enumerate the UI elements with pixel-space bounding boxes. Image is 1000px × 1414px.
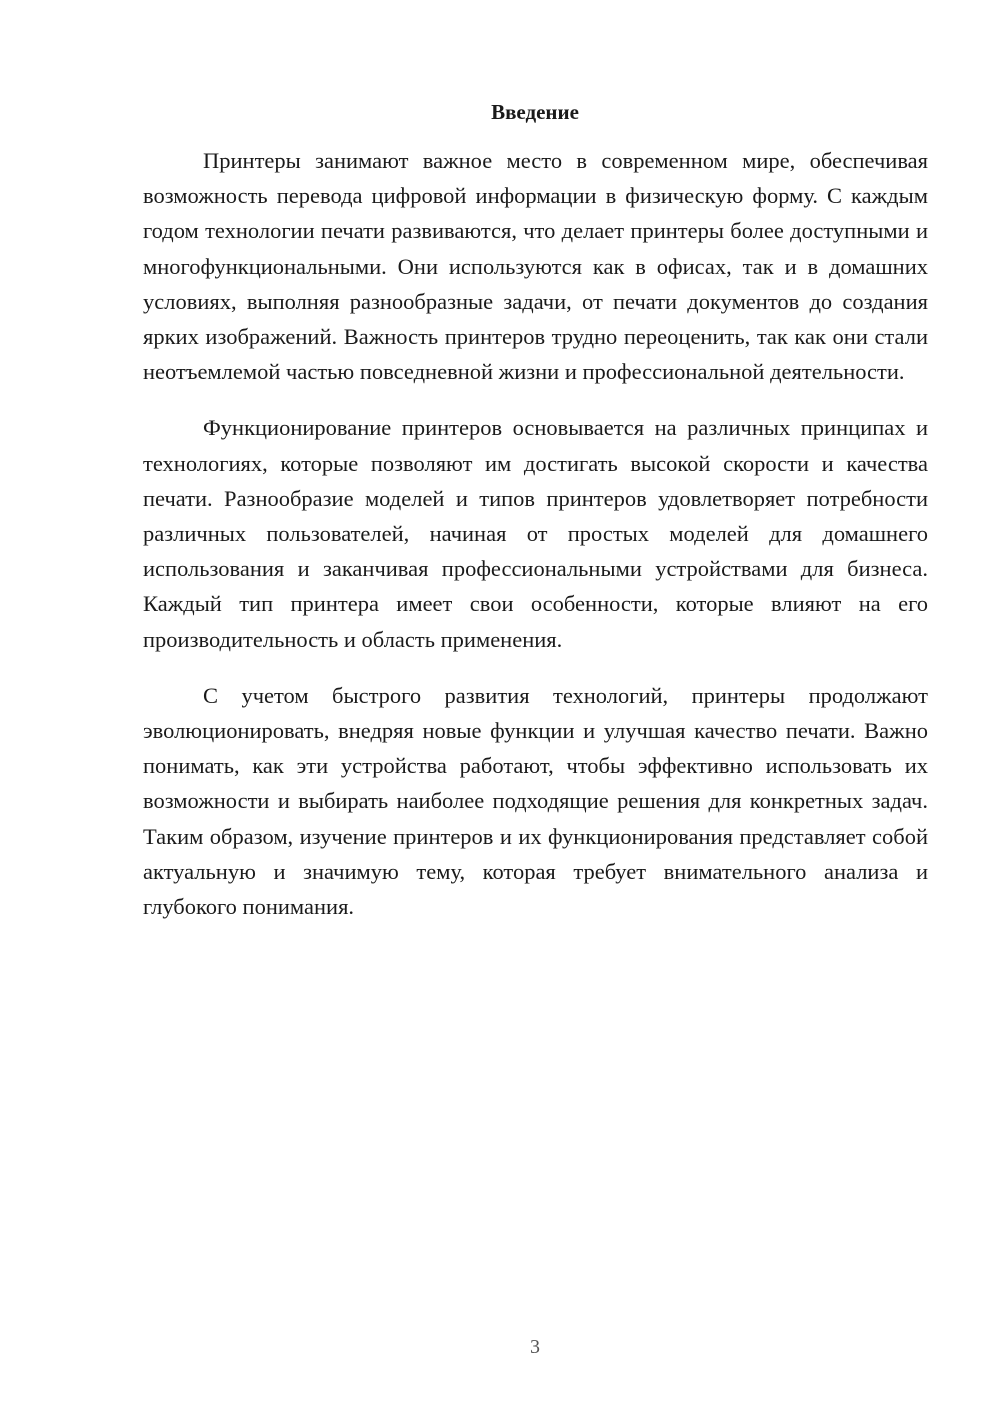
paragraph-1: Принтеры занимают важное место в современном мире, обеспечивая возможность перевода цифровой информации в физическую форму. С каждым годом технологии печати развиваются, что делает принтеры более доступными и многофункциональными. Они используются как в офисах, так и в домашних условиях, выполняя разнообразные задачи, от печати документов до создания ярких изображений. Важность принтеров трудно переоценить, так как они стали неотъемлемой частью повседневной жизни и профессиональной деятельности. bbox=[143, 148, 928, 385]
paragraph-3: С учетом быстрого развития технологий, принтеры продолжают эволюционировать, внедряя новые функции и улучшая качество печати. Важно понимать, как эти устройства работают, чтобы эффективно использовать их возможности и выбирать наиболее подходящие решения для конкретных задач. Таким образом, изучение принтеров и их функционирования представляет собой актуальную и значимую тему, которая требует внимательного анализа и глубокого понимания. bbox=[143, 682, 928, 920]
paragraph-2: Функционирование принтеров основывается на различных принципах и технологиях, которые позволяют им достигать высокой скорости и качества печати. Разнообразие моделей и типов принтеров удовлетворяет потребности различных пользователей, начиная от простых моделей для домашнего использования и заканчивая профессиональными устройствами для бизнеса. Каждый тип принтера имеет свои особенности, которые влияют на его производительность и область применения. bbox=[143, 415, 928, 652]
body-text bbox=[143, 143, 928, 945]
section-heading: Введение bbox=[491, 100, 579, 124]
page-number: 3 bbox=[530, 1336, 540, 1358]
